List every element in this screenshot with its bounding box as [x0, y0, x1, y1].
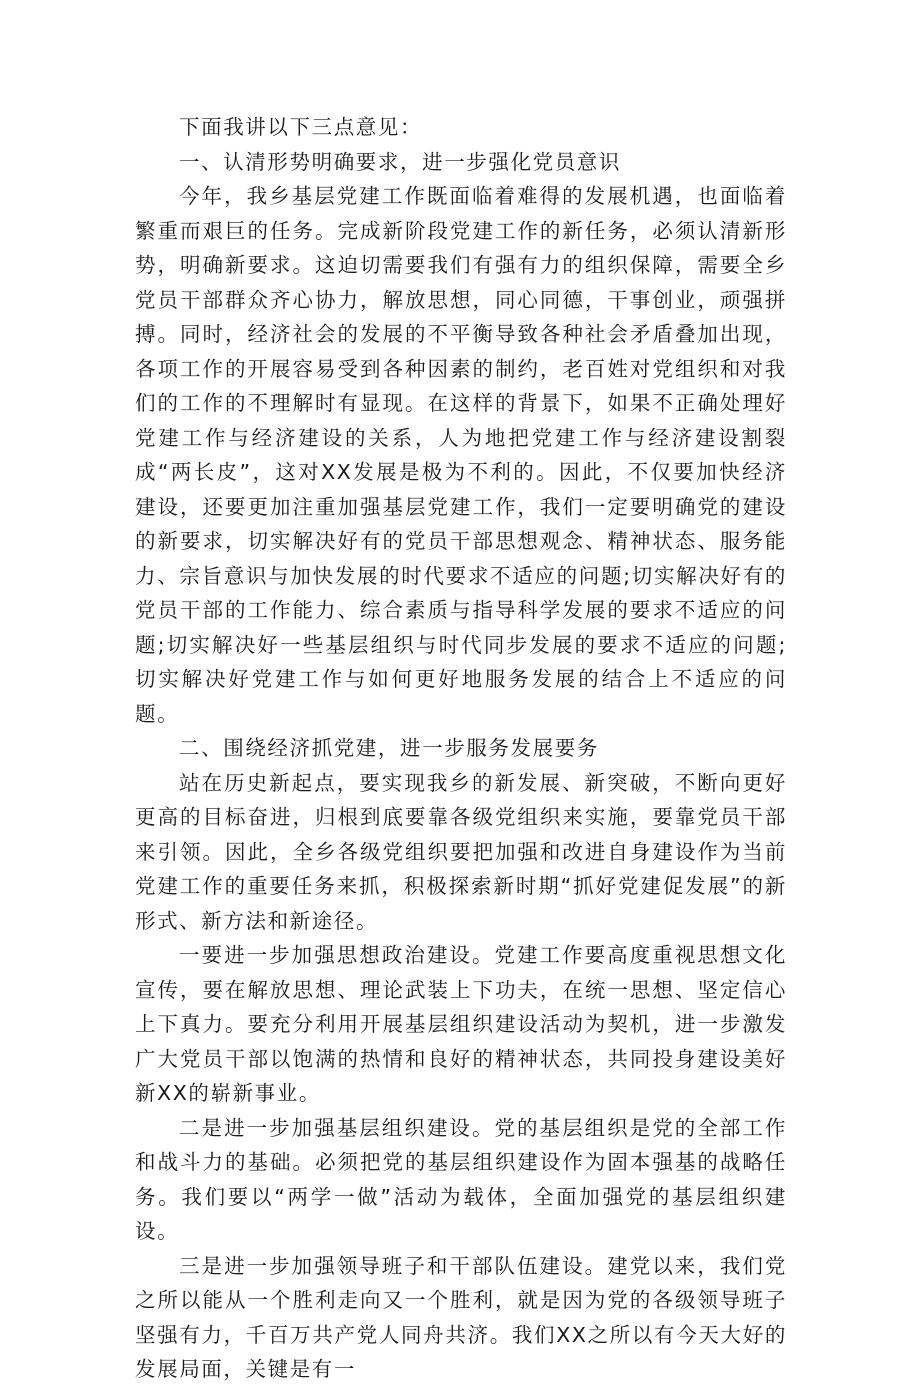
body-paragraph: 二是进一步加强基层组织建设。党的基层组织是党的全部工作和战斗力的基础。必须把党的基层组织建设作为固本强基的战略任务。我们要以“两学一做”活动为载体，全面加强党的基层组织建设。	[135, 1115, 787, 1243]
section-heading-2: 二、围绕经济抓党建，进一步服务发展要务	[179, 736, 599, 760]
body-paragraph: 今年，我乡基层党建工作既面临着难得的发展机遇，也面临着繁重而艰巨的任务。完成新阶段党建工作的新任务，必须认清新形势，明确新要求。这迫切需要我们有强有力的组织保障，需要全乡党员干部群众齐心协力，解放思想，同心同德，干事创业，顽强拼搏。同时，经济社会的发展的不平衡导致各种社会矛盾叠加出现，各项工作的开展容易受到各种因素的制约，老百姓对党组织和对我们的工作的不理解时有显现。在这样的背景下，如果不正确处理好党建工作与经济建设的关系，人为地把党建工作与经济建设割裂成“两长皮”，这对XX发展是极为不利的。因此，不仅要加快经济建设，还要更加注重加强基层党建工作，我们一定要明确党的建设的新要求，切实解决好有的党员干部思想观念、精神状态、服务能力、宗旨意识与加快发展的时代要求不适应的问题;切实解决好有的党员干部的工作能力、综合素质与指导科学发展的要求不适应的问题;切实解决好一些基层组织与时代同步发展的要求不适应的问题;切实解决好党建工作与如何更好地服务发展的结合上不适应的问题。	[135, 184, 787, 726]
section-heading-1: 一、认清形势明确要求，进一步强化党员意识	[179, 149, 621, 174]
body-paragraph: 一要进一步加强思想政治建设。党建工作要高度重视思想文化宣传，要在解放思想、理论武装上下功夫，在统一思想、坚定信心上下真力。要充分利用开展基层组织建设活动为契机，进一步激发广大党员干部以饱满的热情和良好的精神状态，共同投身建设美好新XX的崭新事业。	[135, 943, 787, 1105]
body-paragraph: 站在历史新起点，要实现我乡的新发展、新突破，不断向更好更高的目标奋进，归根到底要靠各级党组织来实施，要靠党员干部来引领。因此，全乡各级党组织要把加强和改进自身建设作为当前党建工作的重要任务来抓，积极探索新时期“抓好党建促发展”的新形式、新方法和新途径。	[135, 770, 787, 933]
intro-paragraph: 下面我讲以下三点意见：	[179, 115, 423, 139]
document-body	[135, 110, 787, 1387]
body-paragraph: 三是进一步加强领导班子和干部队伍建设。建党以来，我们党之所以能从一个胜利走向又一个胜利，就是因为党的各级领导班子坚强有力，千百万共产党人同舟共济。我们XX之所以有今天大好的发展局面，关键是有一	[135, 1253, 787, 1381]
